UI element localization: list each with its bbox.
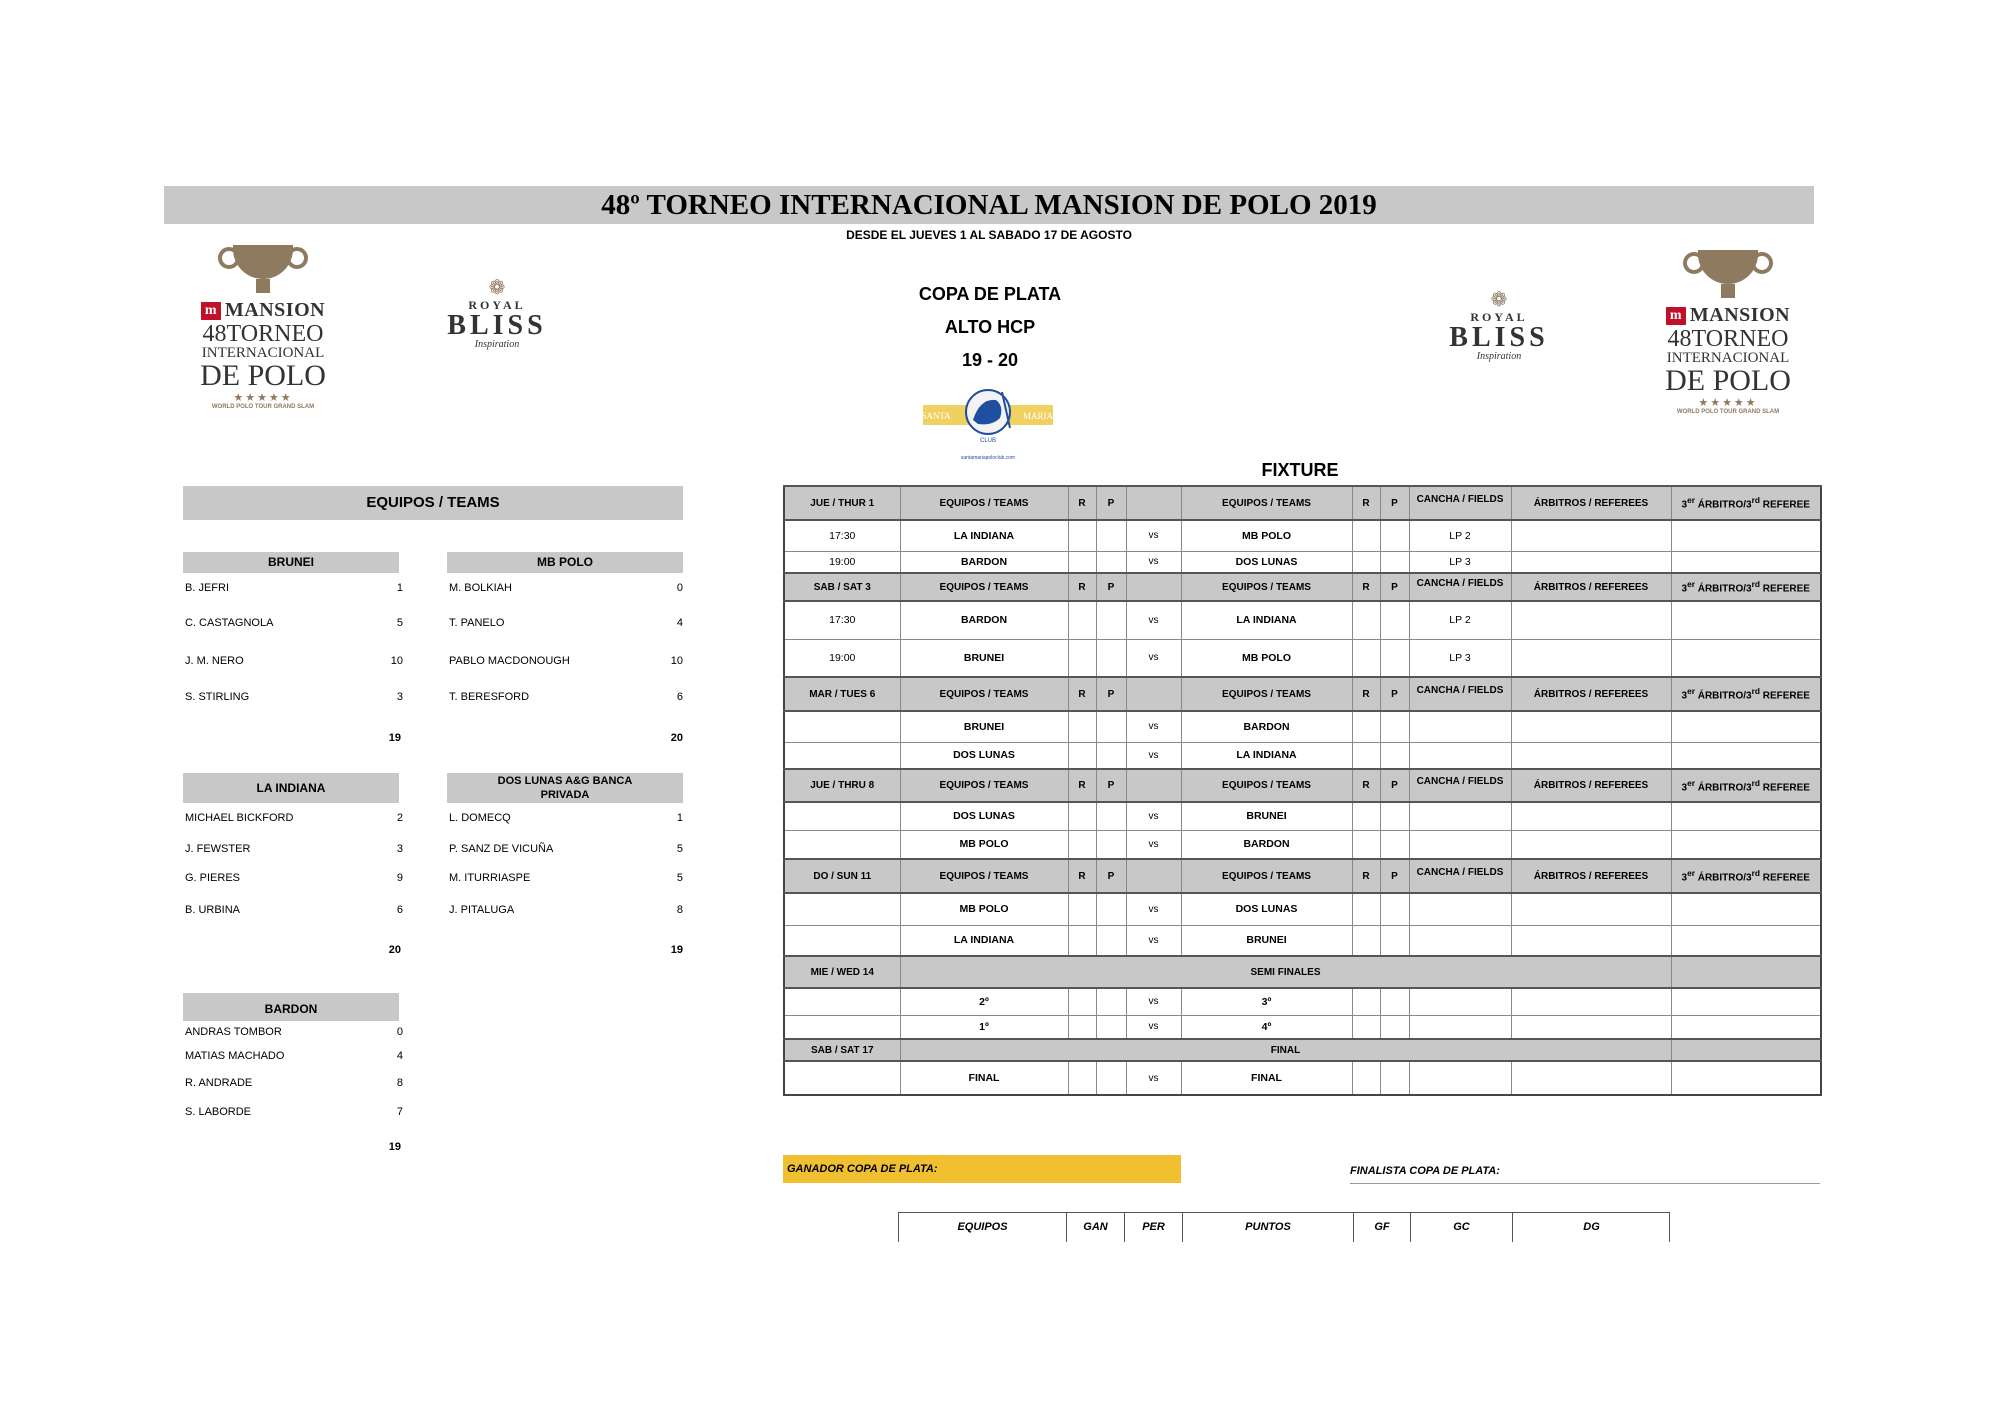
team-name: MB POLO	[447, 552, 683, 573]
match-row: DOS LUNAS vs LA INDIANA	[784, 742, 1821, 769]
team-total: 19	[388, 1141, 401, 1153]
match-row: 19:00 BRUNEI vs MB POLO LP 3	[784, 639, 1821, 677]
semis-label: SEMI FINALES	[900, 956, 1671, 988]
day-label: JUE / THRU 8	[784, 769, 900, 802]
match-row: 2º vs 3º	[784, 988, 1821, 1015]
day-label: DO / SUN 11	[784, 859, 900, 893]
semis-header	[784, 956, 1821, 988]
day-label: JUE / THUR 1	[784, 486, 900, 520]
fixture-table	[783, 485, 1822, 1096]
match-row: MB POLO vs DOS LUNAS	[784, 893, 1821, 925]
team-total: 19	[670, 944, 683, 956]
team-card-la-indiana: LA INDIANA MICHAEL BICKFORD 2 J. FEWSTER 3 G. PIERES 9 B. URBINA 6 20	[183, 773, 401, 963]
col-gc: GC	[1411, 1213, 1513, 1242]
bliss-emblem-icon: ❁	[488, 277, 506, 299]
match-row: MB POLO vs BARDON	[784, 830, 1821, 859]
trophy-icon	[218, 245, 308, 295]
team-name: BARDON	[183, 993, 399, 1021]
day-label: MAR / TUES 6	[784, 677, 900, 711]
team-card-brunei: BRUNEI B. JEFRI 1 C. CASTAGNOLA 5 J. M. NERO 10 S. STIRLING 3 19	[183, 552, 401, 752]
match-row: BRUNEI vs BARDON	[784, 711, 1821, 742]
team-total: 19	[388, 732, 401, 744]
day-label: SAB / SAT 3	[784, 573, 900, 601]
finalist-label: FINALISTA COPA DE PLATA:	[1350, 1158, 1820, 1184]
bliss-emblem-icon: ❁	[1490, 289, 1508, 311]
team-name: LA INDIANA	[183, 773, 399, 803]
svg-text:santamariapoloclub.com: santamariapoloclub.com	[960, 455, 1016, 461]
team-total: 20	[670, 732, 683, 744]
mansion-logo-right: m MANSION 48TORNEO INTERNACIONAL DE POLO ★★★★★ WORLD POLO TOUR GRAND SLAM	[1653, 250, 1803, 445]
standings-table-header	[898, 1212, 1670, 1242]
fixture-day-header: JUE / THUR 1 EQUIPOS / TEAMS R P EQUIPOS / TEAMS R P CANCHA / FIELDS ÁRBITROS / REFEREES 3er ÁRBITRO/3rd REFEREE	[784, 486, 1821, 520]
col-gf: GF	[1354, 1213, 1411, 1242]
fixture-day-header: JUE / THRU 8 EQUIPOS / TEAMS R P EQUIPOS / TEAMS R P CANCHA / FIELDS ÁRBITROS / REFEREES 3er ÁRBITRO/3rd REFEREE	[784, 769, 1821, 802]
team-card-bardon: BARDON ANDRAS TOMBOR 0 MATIAS MACHADO 4 R. ANDRADE 8 S. LABORDE 7 19	[183, 993, 401, 1153]
team-card-dos-lunas: DOS LUNAS A&G BANCA PRIVADA L. DOMECQ 1 P. SANZ DE VICUÑA 5 M. ITURRIASPE 5 J. PITALUGA 8 19	[449, 775, 683, 956]
col-gan: GAN	[1067, 1213, 1125, 1242]
teams-header: EQUIPOS / TEAMS	[183, 486, 683, 520]
fixture-day-header: SAB / SAT 3 EQUIPOS / TEAMS R P EQUIPOS / TEAMS R P CANCHA / FIELDS ÁRBITROS / REFEREES 3er ÁRBITRO/3rd REFEREE	[784, 573, 1821, 601]
team-name: BRUNEI	[183, 552, 399, 573]
mansion-logo-left: m MANSION 48TORNEO INTERNACIONAL DE POLO ★★★★★ WORLD POLO TOUR GRAND SLAM	[188, 245, 338, 440]
tournament-dates: DESDE EL JUEVES 1 AL SABADO 17 DE AGOSTO	[846, 228, 1132, 242]
col-per: PER	[1125, 1213, 1183, 1242]
match-row: DOS LUNAS vs BRUNEI	[784, 802, 1821, 830]
match-row: 17:30 BARDON vs LA INDIANA LP 2	[784, 601, 1821, 639]
fixture-day-header: MAR / TUES 6 EQUIPOS / TEAMS R P EQUIPOS / TEAMS R P CANCHA / FIELDS ÁRBITROS / REFEREES 3er ÁRBITRO/3rd REFEREE	[784, 677, 1821, 711]
fixture-day-header: DO / SUN 11 EQUIPOS / TEAMS R P EQUIPOS / TEAMS R P CANCHA / FIELDS ÁRBITROS / REFEREES 3er ÁRBITRO/3rd REFEREE	[784, 859, 1821, 893]
team-total: 20	[388, 944, 401, 956]
team-card-mb-polo: MB POLO M. BOLKIAH 0 T. PANELO 4 PABLO MACDONOUGH 10 T. BERESFORD 6 20	[447, 552, 683, 752]
mansion-m-icon: m	[1666, 307, 1686, 325]
mansion-m-icon: m	[201, 302, 221, 320]
match-row: LA INDIANA vs BRUNEI	[784, 925, 1821, 956]
santa-maria-logo	[918, 380, 1058, 465]
match-row: 19:00 BARDON vs DOS LUNAS LP 3	[784, 551, 1821, 573]
tournament-title: 48º TORNEO INTERNACIONAL MANSION DE POLO 2019	[164, 186, 1814, 224]
cup-handicap-range: 19 - 20	[961, 350, 1019, 370]
trophy-icon	[1683, 250, 1773, 300]
cup-name: COPA DE PLATA	[918, 284, 1062, 304]
fixture-label: FIXTURE	[1261, 460, 1339, 480]
col-puntos: PUNTOS	[1183, 1213, 1354, 1242]
stars-icon: ★★★★★	[233, 392, 293, 404]
royal-bliss-logo-left: ❁ ROYAL BLISS Inspiration	[437, 278, 557, 358]
match-row: 17:30 LA INDIANA vs MB POLO LP 2	[784, 520, 1821, 551]
col-equipos: EQUIPOS	[899, 1213, 1067, 1242]
stars-icon: ★★★★★	[1698, 397, 1758, 409]
team-name: DOS LUNAS A&G BANCA PRIVADA	[447, 773, 683, 803]
cup-level: ALTO HCP	[944, 317, 1036, 337]
day-label: SAB / SAT 17	[784, 1039, 900, 1061]
final-label: FINAL	[900, 1039, 1671, 1061]
svg-text:CLUB: CLUB	[979, 438, 997, 444]
svg-text:SANTA: SANTA	[921, 411, 951, 421]
final-header	[784, 1039, 1821, 1061]
day-label: MIE / WED 14	[784, 956, 900, 988]
royal-bliss-logo-right: ❁ ROYAL BLISS Inspiration	[1439, 290, 1559, 370]
svg-text:MARIA: MARIA	[1022, 411, 1054, 421]
match-row: FINAL vs FINAL	[784, 1061, 1821, 1095]
col-dg: DG	[1583, 1221, 1600, 1233]
winner-label: GANADOR COPA DE PLATA:	[783, 1155, 1181, 1183]
match-row: 1º vs 4º	[784, 1015, 1821, 1039]
